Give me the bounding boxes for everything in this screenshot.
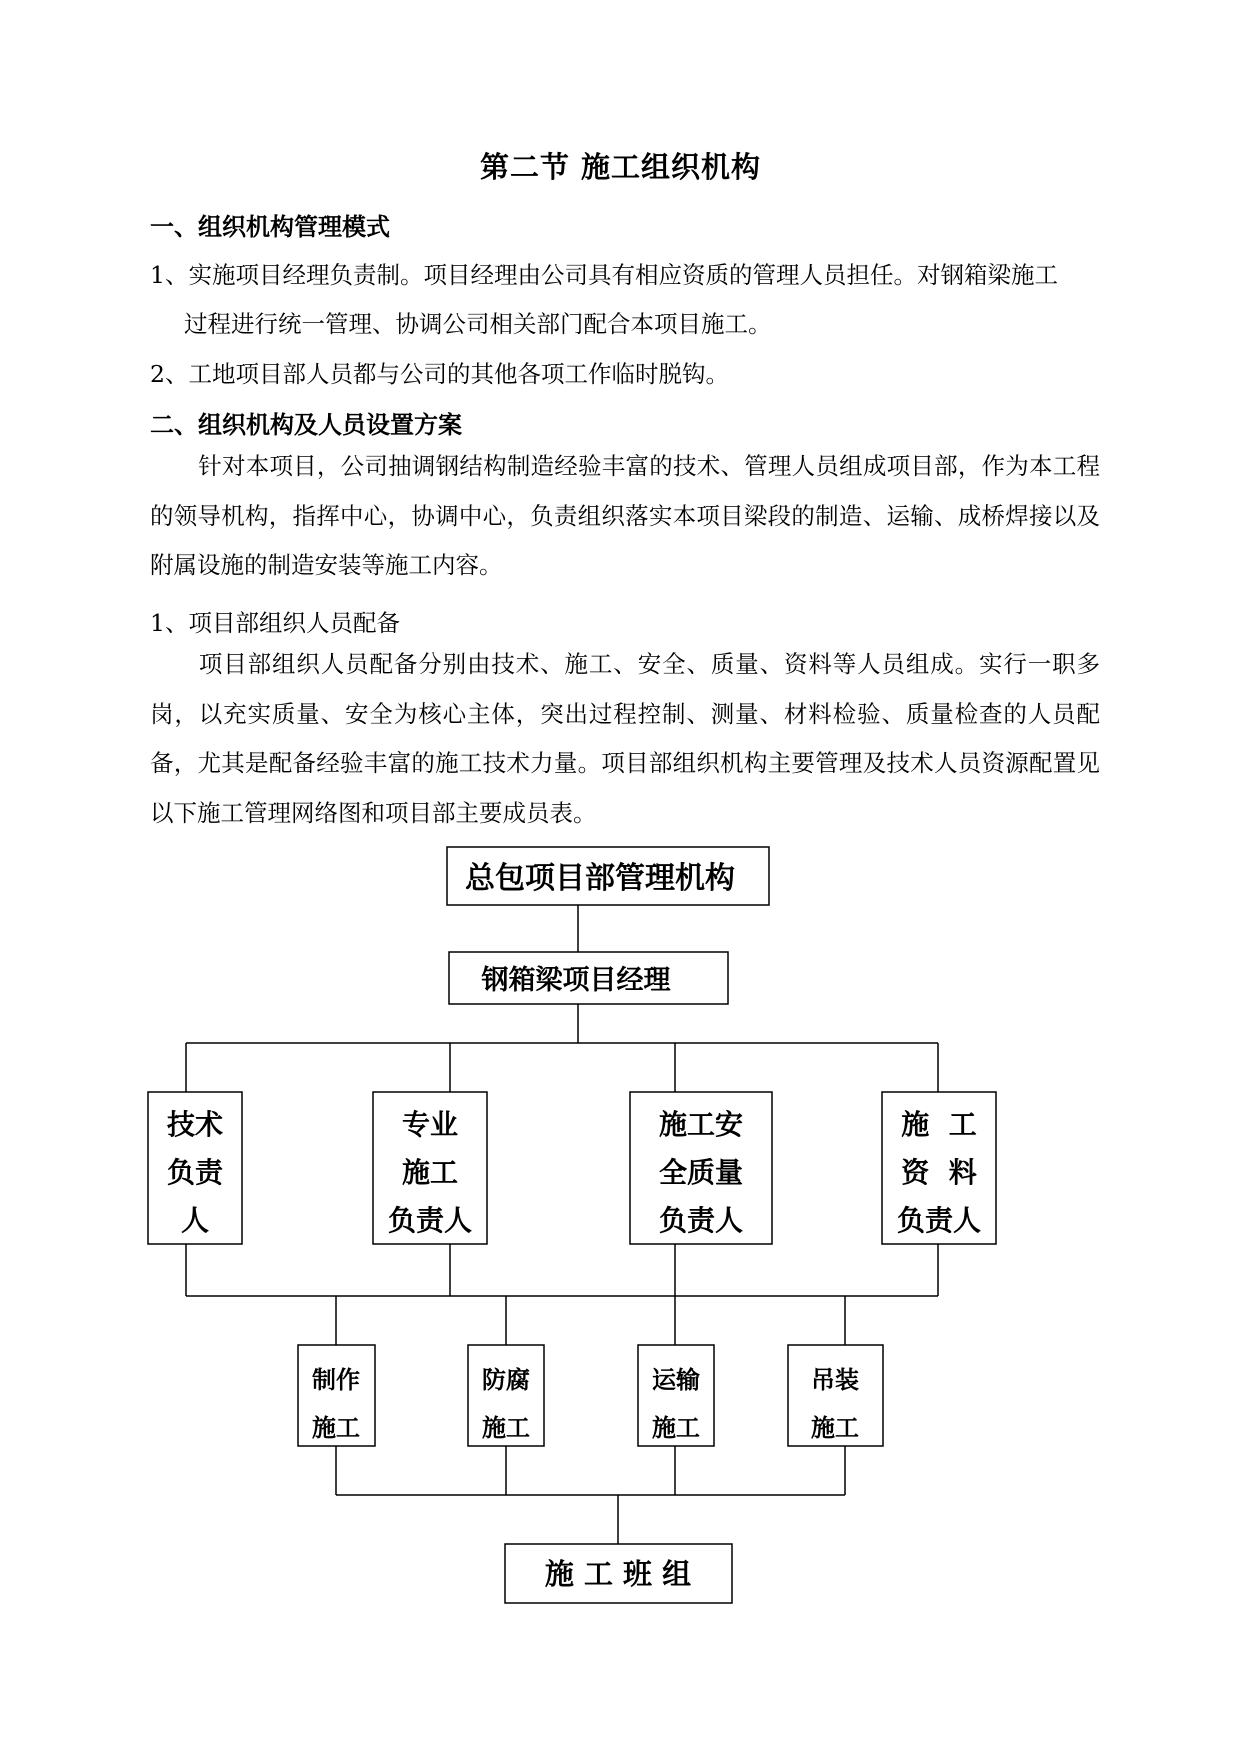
work-hoisting-line-2: 施工 (811, 1413, 859, 1442)
item-1-line-2: 过程进行统一管理、协调公司相关部门配合本项目施工。 (184, 310, 772, 338)
lead-technical-line-3: 人 (180, 1204, 210, 1237)
org-box-team-label: 施 工 班 组 (544, 1557, 692, 1591)
work-anticorrosion-line-1: 防腐 (482, 1365, 530, 1394)
org-box-top (447, 847, 769, 905)
item-1-line-1: 1、实施项目经理负责制。项目经理由公司具有相应资质的管理人员担任。对钢箱梁施工 (150, 261, 1058, 289)
org-box-work-transport (638, 1345, 714, 1446)
work-hoisting-line-1: 吊装 (811, 1365, 859, 1394)
org-box-team (505, 1544, 732, 1603)
org-box-work-anticorrosion (468, 1345, 544, 1446)
org-box-manager-label: 钢箱梁项目经理 (481, 965, 671, 996)
lead-technical-line-2: 负责 (166, 1156, 224, 1189)
lead-construction-line-1: 专业 (401, 1108, 459, 1141)
lead-documents-line-1: 施 工 (901, 1108, 977, 1141)
lead-safety-line-2: 全质量 (658, 1156, 744, 1189)
work-anticorrosion-line-2: 施工 (482, 1413, 530, 1442)
work-fabrication-line-1: 制作 (312, 1365, 360, 1394)
lead-construction-line-2: 施工 (401, 1156, 459, 1189)
section-title: 第二节 施工组织机构 (479, 150, 762, 184)
heading-personnel-plan: 二、组织机构及人员设置方案 (150, 410, 462, 439)
lead-construction-line-3: 负责人 (387, 1204, 473, 1237)
paragraph-project-department-text: 针对本项目，公司抽调钢结构制造经验丰富的技术、管理人员组成项目部，作为本工程的领导机构，指挥中心，协调中心，负责组织落实本项目梁段的制造、运输、成桥焊接以及附属设施的制造安装等施工内容。 (150, 452, 1100, 579)
work-fabrication-line-2: 施工 (312, 1413, 360, 1442)
org-box-manager (449, 952, 728, 1004)
org-box-lead-construction (373, 1092, 487, 1244)
lead-documents-line-3: 负责人 (896, 1204, 982, 1237)
org-box-lead-safety-quality (630, 1092, 772, 1244)
org-box-top-label: 总包项目部管理机构 (465, 861, 735, 896)
org-box-lead-technical (148, 1092, 242, 1244)
paragraph-staffing-text: 项目部组织人员配备分别由技术、施工、安全、质量、资料等人员组成。实行一职多岗，以充实质量、安全为核心主体，突出过程控制、测量、材料检验、质量检查的人员配备，尤其是配备经验丰富的施工技术力量。项目部组织机构主要管理及技术人员资源配置见以下施工管理网络图和项目部主要成员表。 (150, 650, 1100, 827)
org-box-lead-documents (882, 1092, 996, 1244)
heading-management-mode: 一、组织机构管理模式 (150, 212, 390, 241)
lead-technical-line-1: 技术 (166, 1108, 224, 1141)
work-transport-line-2: 施工 (652, 1413, 700, 1442)
lead-safety-line-1: 施工安 (658, 1108, 744, 1141)
org-box-work-hoisting (788, 1345, 883, 1446)
lead-safety-line-3: 负责人 (658, 1204, 744, 1237)
work-transport-line-1: 运输 (652, 1365, 700, 1394)
item-2: 2、工地项目部人员都与公司的其他各项工作临时脱钩。 (150, 360, 729, 388)
org-box-work-fabrication (298, 1345, 375, 1446)
subheading-staffing: 1、项目部组织人员配备 (150, 609, 400, 637)
lead-documents-line-2: 资 料 (901, 1156, 977, 1189)
